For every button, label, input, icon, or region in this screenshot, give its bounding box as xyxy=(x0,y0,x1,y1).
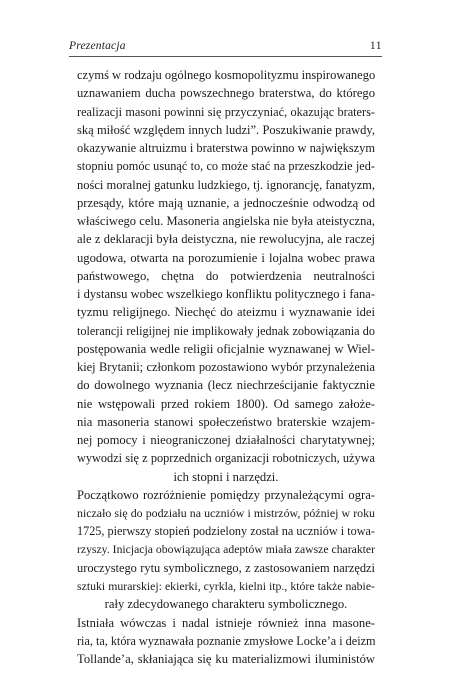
text-line: uroczystego rytu symbolicznego, z zastosowaniem narzędzi xyxy=(77,560,375,575)
text-line: 1725, pierwszy stopień podzielony został na uczniów i towa- xyxy=(77,524,375,539)
header-rule xyxy=(69,56,382,57)
text-line: i dystansu wobec wszelkiego konfliktu politycznego i fana- xyxy=(77,287,375,301)
text-line: nia masoneria stanowi społeczeństwo braterskie wzajem- xyxy=(77,414,375,429)
text-line: państwowego, chętna do potwierdzenia neutralności xyxy=(77,268,375,283)
running-title: Prezentacja xyxy=(69,40,126,52)
text-line: ich stopni i narzędzi. xyxy=(173,469,279,484)
text-line: właściwego celu. Masoneria angielska nie była ateistyczna, xyxy=(77,214,375,228)
text-line: nej pomocy i nieograniczonej działalności charytatywnej; xyxy=(77,433,375,447)
text-line: niczało się do podziału na uczniów i mistrzów, później w roku xyxy=(77,506,375,520)
text-line: czymś w rodzaju ogólnego kosmopolityzmu inspirowanego xyxy=(77,68,376,82)
text-line: ności moralnej gatunku ludzkiego, tj. ignorancję, fanatyzm, xyxy=(77,177,375,192)
text-line: ską miłość względem innych ludzi”. Poszukiwanie prawdy, xyxy=(77,122,375,137)
text-line: nie wstępowali przed rokiem 1800). Od samego założe- xyxy=(77,396,375,411)
text-line: postępowania wedle religii oficjalnie wyznawanej w Wiel- xyxy=(77,341,375,356)
text-line: Istniała wówczas i nadal istnieje również inna masone- xyxy=(77,615,375,630)
running-head xyxy=(69,38,382,54)
text-line: ale z deklaracji była deistyczna, nie rewolucyjna, ale raczej xyxy=(77,232,375,247)
text-line: rzyszy. Inicjacja obowiązująca adeptów miała zawsze charakter xyxy=(77,542,375,556)
text-line: tyzmu religijnego. Niechęć do ateizmu i wyznawanie idei xyxy=(77,305,375,320)
page-number: 11 xyxy=(369,40,382,52)
text-line: do dowolnego wyznania (lecz niechrześcijanie faktycznie xyxy=(77,378,375,393)
text-line: ugodowa, otwarta na porozumienie i lojalna wobec prawa xyxy=(77,250,375,265)
text-line: rały zdecydowanego charakteru symbolicznego. xyxy=(104,597,348,612)
text-line: okazywanie altruizmu i braterstwa powinno w największym xyxy=(77,141,375,155)
text-line: realizacji masoni powinni się przyczyniać, okazując braters- xyxy=(77,104,375,119)
text-line: kiej Brytanii; członkom pozostawiono wybór przynależenia xyxy=(77,360,375,374)
text-line: Początkowo rozróżnienie pomiędzy przynależącymi ogra- xyxy=(77,487,375,502)
text-line: przesądy, które mają uznanie, a jednocześnie odwodzą od xyxy=(77,195,375,210)
body-text xyxy=(77,66,375,668)
text-line: wywodzi się z poprzednich organizacji robotniczych, używa xyxy=(77,451,375,466)
text-line: uznawaniem ducha powszechnego braterstwa, do którego xyxy=(77,86,375,101)
text-line: tolerancji religijnej nie implikowały jednak zobowiązania do xyxy=(77,323,375,338)
text-line: stopniu pomóc usunąć to, co może stać na przeszkodzie jed- xyxy=(77,159,375,174)
text-line: Tollande’a, skłaniająca się ku materializmowi iluministów xyxy=(77,652,375,666)
text-line: sztuki murarskiej: ekierki, cyrkla, kielni itp., które także nabie- xyxy=(77,579,375,593)
text-line: ria, ta, która wyznawała poznanie zmysłowe Locke’a i deizm xyxy=(77,633,376,648)
